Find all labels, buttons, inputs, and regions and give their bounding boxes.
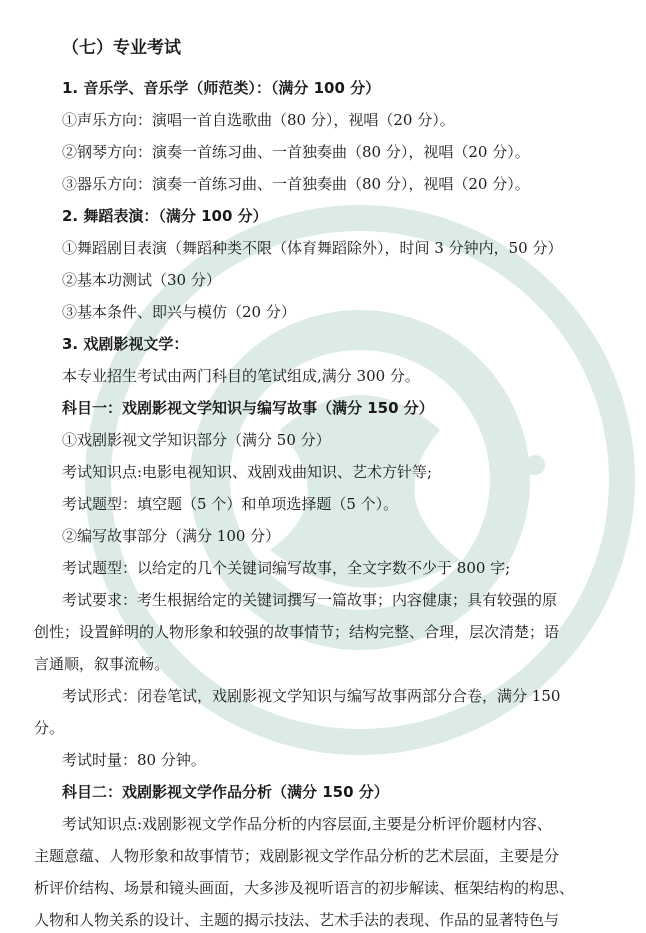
subject1-types: 考试题型：填空题（5 个）和单项选择题（5 个）。: [62, 495, 399, 513]
dance-item-basic: ②基本功测试（30 分）: [62, 271, 221, 289]
music-heading: 1. 音乐学、音乐学（师范类）：（满分 100 分）: [62, 79, 381, 97]
subject1-req-line1: 考试要求：考生根据给定的关键词撰写一篇故事；内容健康；具有较强的原: [62, 591, 558, 609]
dance-item-improv: ③基本条件、即兴与模仿（20 分）: [62, 303, 296, 321]
subject2-knowledge-line3: 析评价结构、场景和镜头画面，大多涉及视听语言的初步解读、框架结构的构思、: [34, 879, 575, 897]
subject1-form-line2: 分。: [34, 719, 65, 737]
subject1-duration: 考试时量：80 分钟。: [62, 751, 206, 769]
music-item-instrument: ③器乐方向：演奏一首练习曲、一首独奏曲（80 分），视唱（20 分）。: [62, 175, 530, 193]
drama-heading: 3. 戏剧影视文学：: [62, 335, 189, 353]
dance-item-repertoire: ①舞蹈剧目表演（舞蹈种类不限（体育舞蹈除外），时间 3 分钟内，50 分）: [62, 239, 563, 257]
subject2-knowledge-line2: 主题意蕴、人物形象和故事情节；戏剧影视文学作品分析的艺术层面，主要是分: [34, 847, 560, 865]
subject1-knowledge: 考试知识点:电影电视知识、戏剧戏曲知识、艺术方针等;: [62, 463, 433, 481]
subject1-types2: 考试题型：以给定的几个关键词编写故事，全文字数不少于 800 字;: [62, 559, 511, 577]
section-title: （七）专业考试: [62, 38, 181, 58]
subject1-form-line1: 考试形式：闭卷笔试，戏剧影视文学知识与编写故事两部分合卷，满分 150: [62, 687, 561, 705]
music-item-vocal: ①声乐方向：演唱一首自选歌曲（80 分），视唱（20 分）。: [62, 111, 455, 129]
subject2-knowledge-line4: 人物和人物关系的设计、主题的揭示技法、艺术手法的表现、作品的显著特色与: [34, 911, 560, 929]
subject1-part1: ①戏剧影视文学知识部分（满分 50 分）: [62, 431, 331, 449]
subject1-req-line2: 创性；设置鲜明的人物形象和较强的故事情节；结构完整、合理，层次清楚；语: [34, 623, 560, 641]
subject1-title: 科目一：戏剧影视文学知识与编写故事（满分 150 分）: [62, 399, 434, 417]
subject1-req-line3: 言通顺，叙事流畅。: [34, 655, 170, 673]
music-item-piano: ②钢琴方向：演奏一首练习曲、一首独奏曲（80 分），视唱（20 分）。: [62, 143, 530, 161]
subject2-title: 科目二：戏剧影视文学作品分析（满分 150 分）: [62, 783, 389, 801]
dance-heading: 2. 舞蹈表演：（满分 100 分）: [62, 207, 268, 225]
drama-intro: 本专业招生考试由两门科目的笔试组成,满分 300 分。: [62, 367, 420, 385]
subject1-part2: ②编写故事部分（满分 100 分）: [62, 527, 281, 545]
subject2-knowledge-line1: 考试知识点:戏剧影视文学作品分析的内容层面,主要是分析评价题材内容、: [62, 815, 552, 833]
